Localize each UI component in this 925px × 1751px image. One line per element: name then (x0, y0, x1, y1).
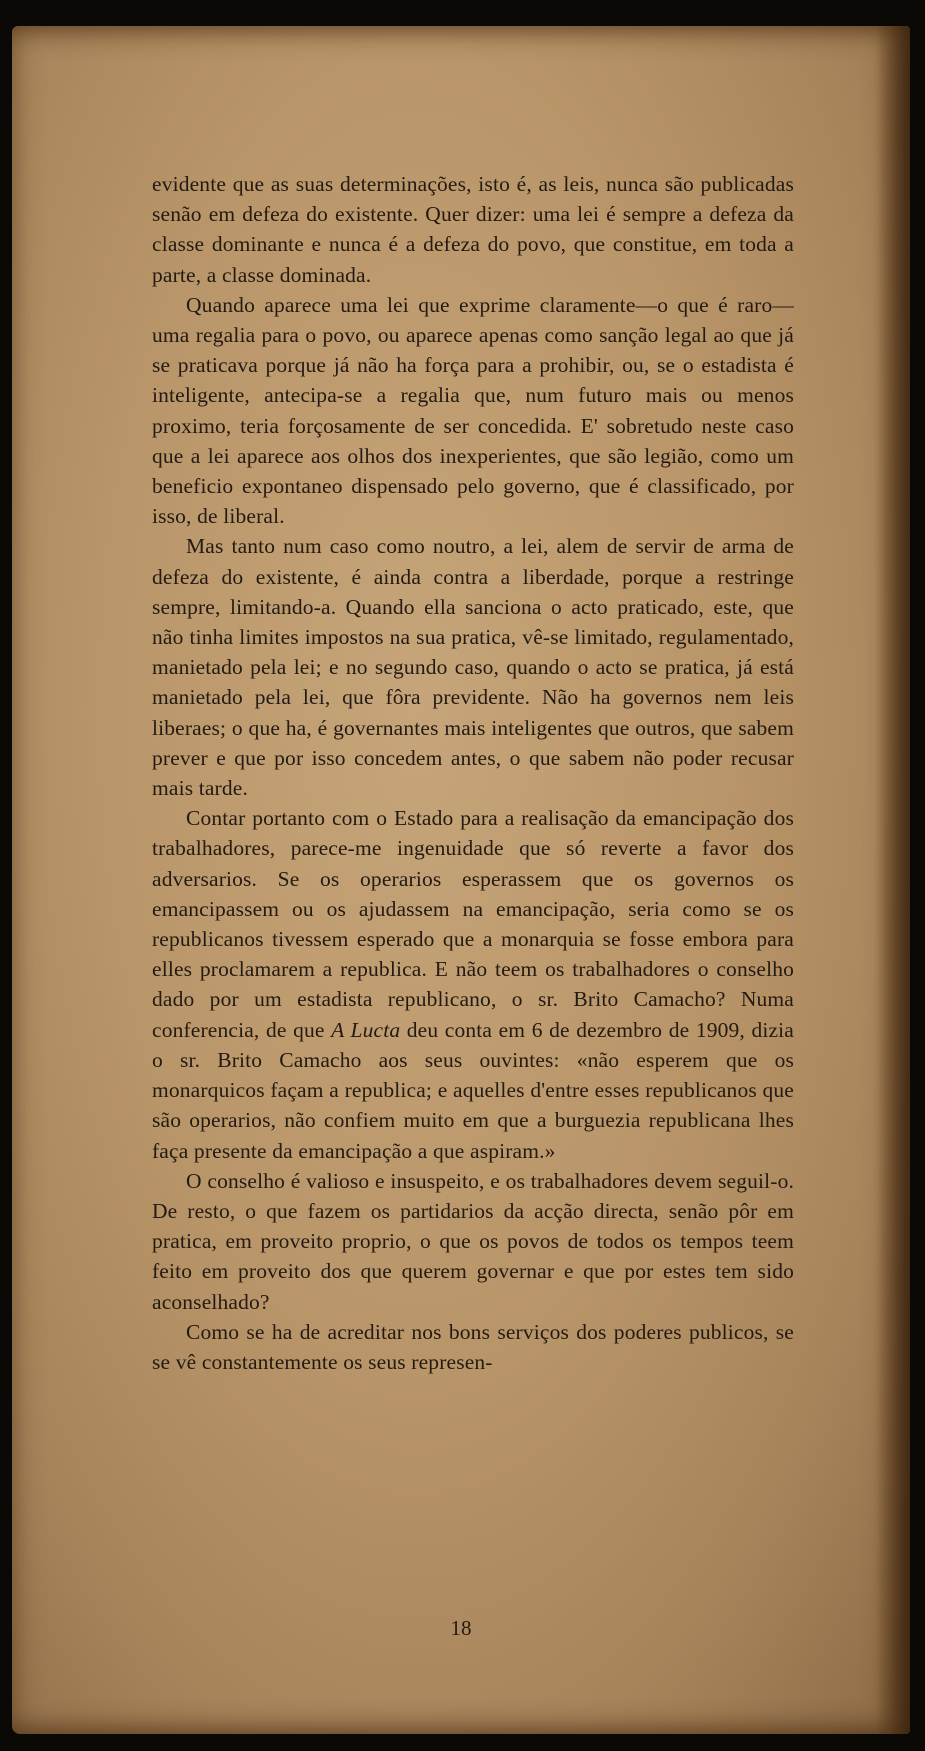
paragraph-6: Como se ha de acreditar nos bons serviços dos poderes publicos, se se vê constantemente os seus represen- (152, 1319, 794, 1374)
paragraph-4-text-after: deu conta em 6 de dezembro de 1909, dizia o sr. Brito Camacho aos seus ouvintes: «não esperem que os monarquicos façam a republica; e aquelles d'entre esses republicanos que são operarios, não confiem muito em que a burguezia republicana lhes faça presente da emancipação a que aspiram.» (152, 1017, 794, 1163)
page-edge-shadow (876, 26, 910, 1734)
paragraph-4 (152, 803, 794, 1165)
newspaper-title: A Lucta (331, 1017, 401, 1042)
paragraph-3: Mas tanto num caso como noutro, a lei, alem de servir de arma de defeza do existente, é ainda contra a liberdade, porque a restringe sempre, limitando-a. Quando ella sanciona o acto praticado, este, que não tinha limites impostos na sua pratica, vê-se limitado, regulamentado, manietado pela lei; e no segundo caso, quando o acto se pratica, já está manietado pela lei, que fôra previdente. Não ha governos nem leis liberaes; o que ha, é governantes mais inteligentes que outros, que sabem prever e que por isso concedem antes, o que sabem não poder recusar mais tarde. (152, 534, 794, 801)
page-number: 18 (450, 1616, 472, 1640)
paragraph-4-text-before: Contar portanto com o Estado para a realisação da emancipação dos trabalhadores, parece-me ingenuidade que só reverte a favor dos adversarios. Se os operarios esperassem que os governos os emancipassem ou os ajudassem na emancipação, seria como se os republicanos tivessem esperado que a monarquia se fosse embora para elles proclamarem a republica. E não teem os trabalhadores o conselho dado por um estadista republicano, o sr. Brito Camacho? Numa conferencia, de que (152, 806, 794, 1042)
paragraph-1: evidente que as suas determinações, isto é, as leis, nunca são publicadas senão em defeza do existente. Quer dizer: uma lei é sempre a defeza da classe dominante e nunca é a defeza do povo, que constitue, em toda a parte, a classe dominada. (152, 172, 794, 287)
paragraph-2: Quando aparece uma lei que exprime claramente—o que é raro—uma regalia para o povo, ou aparece apenas como sanção legal ao que já se praticava porque já não ha força para a prohibir, ou, se o estadista é inteligente, antecipa-se a regalia que, num futuro mais ou menos proximo, teria forçosamente de ser concedida. E' sobretudo neste caso que a lei aparece aos olhos dos inexperientes, que são legião, como um beneficio expontaneo dispensado pelo governo, que é classificado, por isso, de liberal. (152, 292, 794, 529)
paragraph-5: O conselho é valioso e insuspeito, e os trabalhadores devem seguil-o. De resto, o que fazem os partidarios da acção directa, senão pôr em pratica, em proveito proprio, o que os povos de todos os tempos teem feito em proveito dos que querem governar e que por estes tem sido aconselhado? (152, 1168, 794, 1314)
book-page (12, 26, 910, 1734)
body-text (152, 169, 794, 1377)
